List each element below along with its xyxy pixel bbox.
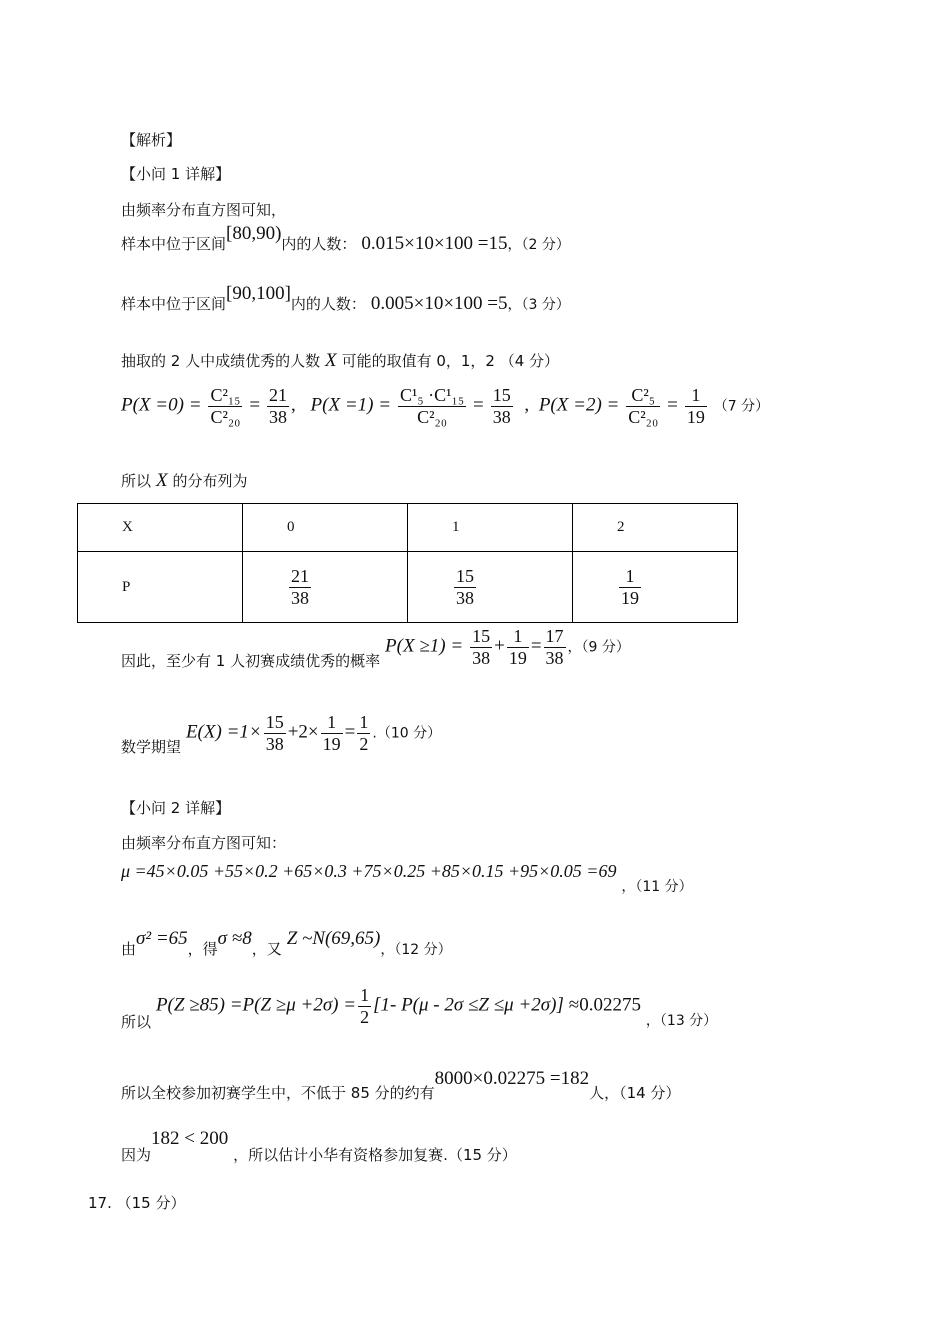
exp-a [264, 712, 286, 755]
atleast-score: ，（9 分） [567, 639, 630, 656]
q1-line2-score: ，（3 分） [507, 297, 570, 313]
p2-val-frac [685, 385, 707, 428]
q1-line1-prefix: 样本中位于区间 [121, 235, 227, 253]
q1-line2 [121, 283, 570, 315]
q1-heading: 【小问 1 详解】 [121, 165, 231, 183]
sigma-score: ，（12 分） [380, 942, 452, 958]
p1-lhs: P(X =1) = [310, 394, 392, 416]
count-line [121, 1068, 681, 1102]
cell-x0: 0 [287, 519, 295, 535]
distribution-table [77, 503, 738, 623]
atleast-b [507, 626, 529, 669]
table-cell [243, 552, 408, 623]
cell-p2-den: 19 [621, 587, 639, 608]
p1-comb-den: C²₂₀ [417, 407, 448, 427]
exp-score: .（10 分） [372, 725, 442, 742]
p2-comb-num: C²₅ [626, 385, 660, 407]
sigma-prefix: 由 [121, 940, 137, 958]
cell-p0-den: 38 [291, 587, 309, 608]
dist-prefix: 所以 [121, 472, 152, 490]
final-line [121, 1128, 517, 1164]
q1-line2-prefix: 样本中位于区间 [121, 295, 227, 313]
analysis-heading: 【解析】 [121, 131, 182, 149]
so-lhs: P(Z ≥85) =P(Z ≥μ +2σ) = [155, 994, 357, 1016]
mu-score: ，（11 分） [621, 879, 693, 895]
cell-p1-num: 15 [456, 565, 474, 586]
cell-x-label: X [122, 519, 133, 535]
exp-a-den: 38 [265, 734, 284, 754]
next-question: 17. （15 分） [88, 1194, 186, 1212]
so-rhs: ≈0.02275 [568, 994, 641, 1016]
prob-score: （7 分） [713, 398, 770, 415]
table-cell [573, 504, 738, 552]
cell-x1: 1 [452, 519, 460, 535]
exp-a-num: 15 [265, 712, 284, 732]
q1-line3-rest: 可能的取值有 0，1，2 （4 分） [341, 352, 560, 370]
cell-p1 [454, 566, 476, 609]
p2-lhs: P(X =2) = [538, 394, 620, 416]
q1-line1-mid: 内的人数： [281, 235, 357, 253]
cell-p0-num: 21 [291, 565, 309, 586]
p0-val-frac [267, 385, 289, 428]
q1-intro: 由频率分布直方图可知， [121, 201, 287, 219]
q1-line1-score: ，（2 分） [507, 237, 570, 253]
so-half [358, 985, 371, 1028]
q1-line1 [121, 223, 570, 255]
atleast-c-num: 17 [545, 626, 564, 646]
atleast-c-den: 38 [545, 648, 564, 668]
table-row [78, 552, 738, 623]
sigma-line [121, 928, 452, 958]
atleast-c [544, 626, 566, 669]
so-half-num: 1 [360, 985, 370, 1005]
table-cell [243, 504, 408, 552]
dist-suffix: 的分布列为 [172, 472, 248, 490]
q1-line2-expr: 0.005×10×100 =5 [370, 293, 508, 314]
sigma-approx: σ ≈8 [217, 928, 252, 949]
q2-heading: 【小问 2 详解】 [121, 799, 231, 817]
expectation-line: 数学期望 E(X) =1× $\frac{15}{38}$ +2× $\frac{1}{19}$ = $\frac{1}{2}$ .（10 分） [121, 712, 442, 756]
q1-line3 [121, 350, 559, 372]
p0-lhs: P(X =0) = [121, 394, 202, 416]
cell-p-label: P [122, 578, 131, 595]
exp-mid: +2× [287, 721, 319, 743]
cell-x2: 2 [617, 519, 625, 535]
so-line [121, 985, 718, 1031]
cell-p1-den: 38 [456, 587, 474, 608]
p1-val-den: 38 [492, 407, 511, 427]
p1-val-num: 15 [492, 385, 511, 405]
exp-prefix: 数学期望 [121, 737, 182, 756]
p1-comb-num: C¹₅ ·C¹₁₅ [399, 385, 465, 405]
atleast-a-den: 38 [472, 648, 491, 668]
exp-c-num: 1 [359, 712, 369, 732]
p2-val-num: 1 [685, 385, 707, 407]
mu-line [121, 861, 693, 895]
p1-val-frac [491, 385, 513, 428]
final-expr: 182 < 200 [151, 1128, 229, 1149]
q1-line2-mid: 内的人数： [290, 295, 366, 313]
atleast-b-den: 19 [508, 648, 527, 668]
dist-caption [121, 470, 248, 492]
cell-p2 [619, 566, 641, 609]
exp-lhs: E(X) =1× [185, 721, 262, 743]
table-row [78, 504, 738, 552]
p0-comb-frac [208, 385, 242, 428]
count-expr: 8000×0.02275 =182 [434, 1068, 590, 1089]
q2-intro: 由频率分布直方图可知： [121, 834, 287, 852]
p0-val-num: 21 [269, 385, 287, 405]
q1-line2-interval: [90,100] [226, 283, 291, 304]
atleast-a [470, 626, 492, 669]
mu-expr: μ =45×0.05 +55×0.2 +65×0.3 +75×0.25 +85×0.15 +95×0.05 =69 [121, 861, 617, 881]
p2-comb-den: C²₂₀ [628, 407, 659, 427]
q1-line1-interval: [80,90) [226, 223, 282, 244]
exp-c-den: 2 [359, 734, 369, 754]
p1-comb-frac [398, 385, 466, 428]
so-score: ，（13 分） [645, 1012, 718, 1029]
cell-p2-num: 1 [619, 566, 641, 588]
exp-b-num: 1 [321, 712, 343, 734]
dist-var: X [155, 470, 168, 491]
atleast-prefix: 因此，至少有 1 人初赛成绩优秀的概率 [121, 651, 381, 670]
p2-val-den: 19 [686, 407, 705, 427]
final-suffix: ，所以估计小华有资格参加复赛.（15 分） [233, 1146, 517, 1164]
p0-val-den: 38 [269, 407, 287, 427]
probability-line: P(X =0) = $\frac{\text{C²₁₅}}{\text{C²₂₀}}$ = $\frac{21}{38}$ , P(X =1) = $\frac{\text{C¹₅ ·C¹₁₅}}{\text{C²₂₀}}$ = $\frac{15}{38}$ , P(X =2) = $\frac{\text{C²₅}}{\text{C²₂₀}}$ = $\frac{1}{19}$ （7 分） [121, 385, 770, 427]
atleast-line: 因此，至少有 1 人初赛成绩优秀的概率 P(X ≥1) = $\frac{15}{38}$ + $\frac{1}{19}$ = $\frac{17}{38}$ ，（9 分） [121, 626, 630, 670]
final-prefix: 因为 [121, 1146, 152, 1164]
q1-line3-text: 抽取的 2 人中成绩优秀的人数 [121, 352, 321, 370]
sigma-mid2: ，又 [251, 940, 282, 958]
table-cell [573, 552, 738, 623]
sigma-dist: Z ~N(69,65) [286, 928, 381, 949]
exp-b-den: 19 [322, 734, 341, 754]
p0-comb-den: C²₂₀ [210, 407, 241, 427]
cell-p0 [289, 566, 311, 609]
table-cell [78, 552, 243, 623]
p2-comb-frac [626, 385, 660, 428]
count-prefix: 所以全校参加初赛学生中，不低于 85 分的约有 [121, 1084, 435, 1102]
p0-comb-num: C²₁₅ [210, 385, 241, 405]
atleast-a-num: 15 [472, 626, 491, 646]
table-cell [408, 504, 573, 552]
so-prefix: 所以 [121, 1012, 152, 1031]
q1-line1-expr: 0.015×10×100 =15 [361, 233, 508, 254]
exp-c [357, 712, 370, 755]
count-suffix: 人，（14 分） [589, 1084, 681, 1102]
sigma-expr: σ² =65 [136, 928, 188, 949]
exp-b [321, 712, 343, 755]
atleast-lhs: P(X ≥1) = [385, 635, 464, 657]
so-half-den: 2 [360, 1007, 370, 1027]
table-cell [408, 552, 573, 623]
sigma-mid: ，得 [187, 940, 218, 958]
table-cell [78, 504, 243, 552]
atleast-b-num: 1 [507, 626, 529, 648]
so-bracket: [1- P(μ - 2σ ≤Z ≤μ +2σ)] [373, 994, 564, 1016]
q1-line3-var: X [325, 350, 337, 371]
